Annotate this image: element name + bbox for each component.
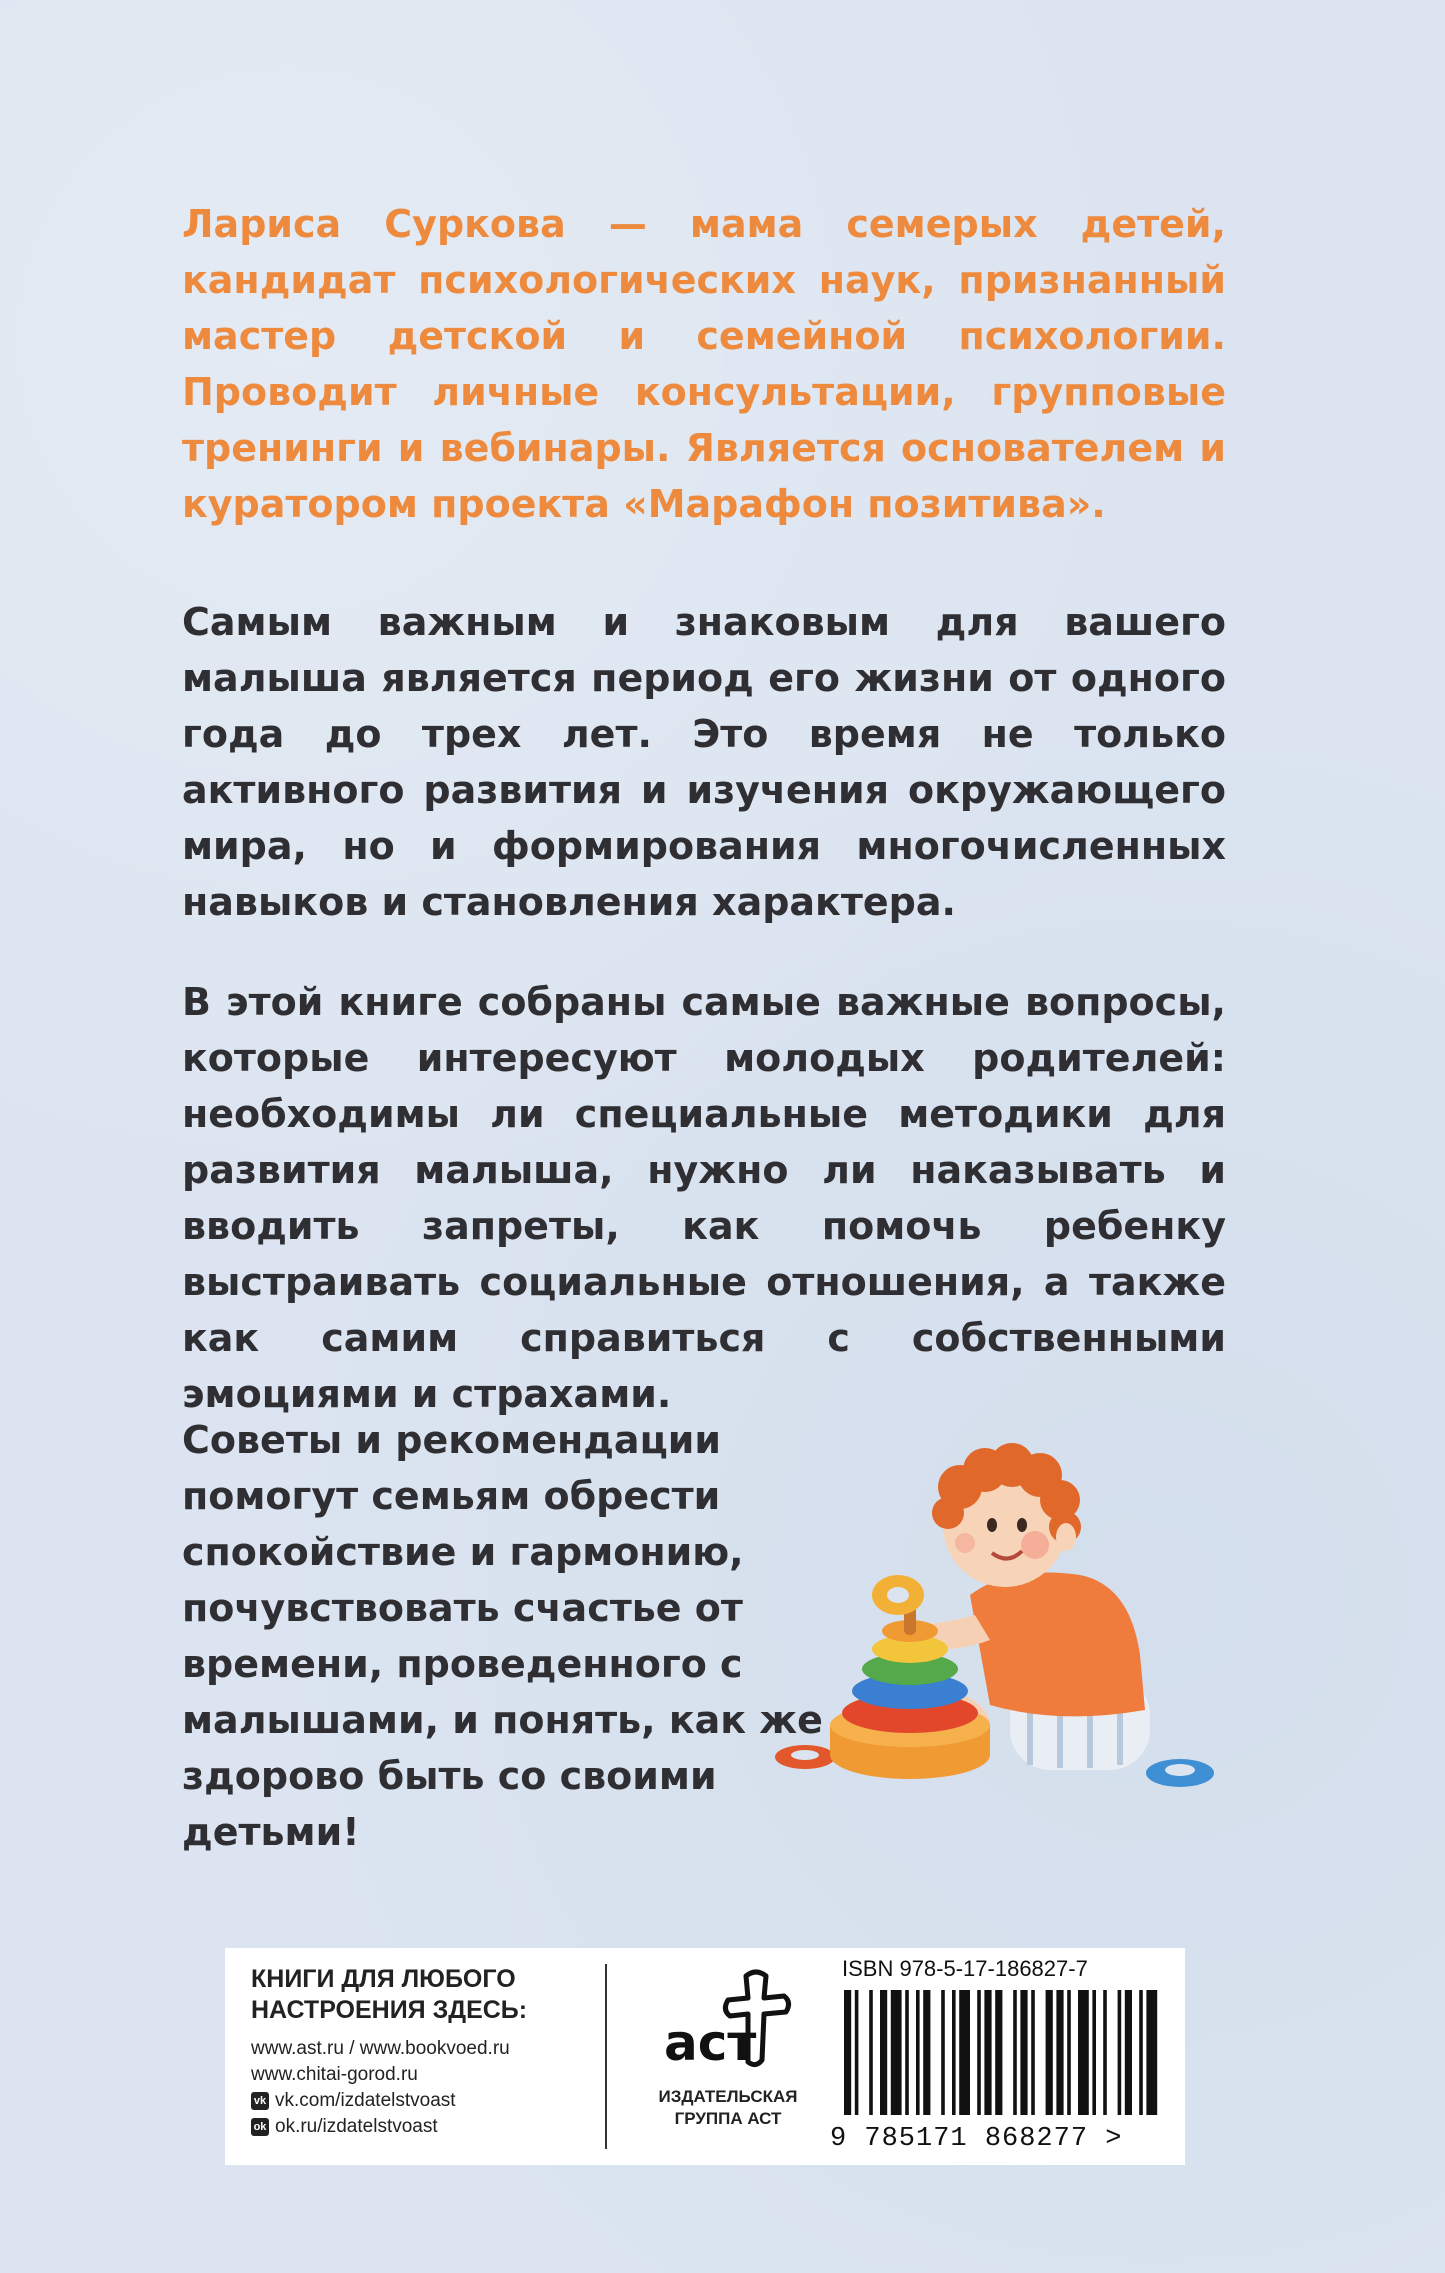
info-divider <box>605 1964 607 2149</box>
shirt <box>970 1573 1145 1717</box>
barcode-bar <box>1146 1990 1157 2115</box>
barcode-bar <box>880 1990 887 2115</box>
barcode-bar <box>1103 1990 1107 2115</box>
barcode-digits: 9 785171 868277 > <box>830 2124 1123 2154</box>
vk-link-line <box>251 2088 581 2114</box>
publisher-info-box <box>225 1948 1185 2165</box>
store-links-line-1 <box>251 2036 581 2062</box>
ok-link-line <box>251 2114 581 2140</box>
barcode-bar <box>984 1990 991 2115</box>
barcode-bar <box>995 1990 1002 2115</box>
toddler-illustration <box>760 1425 1230 1825</box>
barcode-bar <box>941 1990 945 2115</box>
ok-icon: ok <box>251 2118 269 2136</box>
ast-logo-text: аст <box>664 2014 757 2072</box>
store-links-heading: КНИГИ ДЛЯ ЛЮБОГО НАСТРОЕНИЯ ЗДЕСЬ: <box>251 1965 528 2024</box>
barcode-bar <box>1056 1990 1063 2115</box>
barcode-bar <box>1125 1990 1132 2115</box>
barcode-bar <box>959 1990 970 2115</box>
vk-link: vk.com/izdatelstvoast <box>275 2090 456 2111</box>
barcode-bar <box>923 1990 930 2115</box>
isbn: ISBN 978-5-17-186827-7 <box>842 1956 1088 1981</box>
barcode-bar <box>891 1990 902 2115</box>
description-paragraph-3: Советы и рекомендации помогут семьям обрести спокойствие и гармонию, почувствовать счастье от времени, проведенного с малышами, и понять, как же здорово быть со своими детьми! <box>182 1418 823 1854</box>
barcode-bar <box>1046 1990 1053 2115</box>
store-links-sites-1: www.ast.ru / www.bookvoed.ru <box>251 2038 510 2059</box>
barcode-bar <box>1031 1990 1035 2115</box>
store-links <box>251 1964 581 2140</box>
vk-icon: vk <box>251 2092 269 2110</box>
barcode-bar <box>916 1990 920 2115</box>
author-name: Лариса Суркова <box>182 202 566 246</box>
barcode-bar <box>1067 1990 1071 2115</box>
ok-link: ok.ru/izdatelstvoast <box>275 2116 438 2137</box>
description-paragraph-2: В этой книге собраны самые важные вопросы, которые интересуют молодых родителей: необходимы ли специальные методики для развития малыша, нужно ли наказывать и вводить запреты, как помочь ребенку выстраивать социальные отношения, а также как самим справиться с собственными эмоциями и страхами. <box>182 980 1226 1416</box>
barcode-bar <box>844 1990 851 2115</box>
store-links-sites-2: www.chitai-gorod.ru <box>251 2064 418 2085</box>
barcode-bar <box>1020 1990 1027 2115</box>
barcode-area <box>830 1956 1175 2156</box>
barcode-bar <box>1013 1990 1017 2115</box>
ast-logo-icon <box>658 1968 798 2078</box>
barcode-bar <box>1139 1990 1143 2115</box>
store-links-line-2 <box>251 2062 581 2088</box>
barcode <box>844 1990 1189 2120</box>
barcode-bar <box>952 1990 956 2115</box>
barcode-bar <box>1118 1990 1122 2115</box>
author-bio-end: . <box>1091 482 1106 526</box>
barcode-bar <box>905 1990 909 2115</box>
author-bio-text: — мама семерых детей, кандидат психологических наук, признанный мастер детской и семейной психологии. Проводит личные консультации, групповые тренинги и вебинары. Является основателем и куратором проекта <box>182 202 1226 526</box>
barcode-bar <box>1078 1990 1089 2115</box>
barcode-bar <box>977 1990 981 2115</box>
description-paragraph-1: Самым важным и знаковым для вашего малыша является период его жизни от одного года до трех лет. Это время не только активного развития и изучения окружающего мира, но и формирования многочисленных навыков и становления характера. <box>182 600 1226 924</box>
barcode-bar <box>1092 1990 1096 2115</box>
author-bio <box>182 196 1226 532</box>
publisher-block <box>623 1968 833 2130</box>
project-name: «Марафон позитива» <box>623 482 1092 526</box>
barcode-bar <box>869 1990 873 2115</box>
barcode-bar <box>855 1990 859 2115</box>
publisher-name: ИЗДАТЕЛЬСКАЯ ГРУППА АСТ <box>658 2087 798 2128</box>
